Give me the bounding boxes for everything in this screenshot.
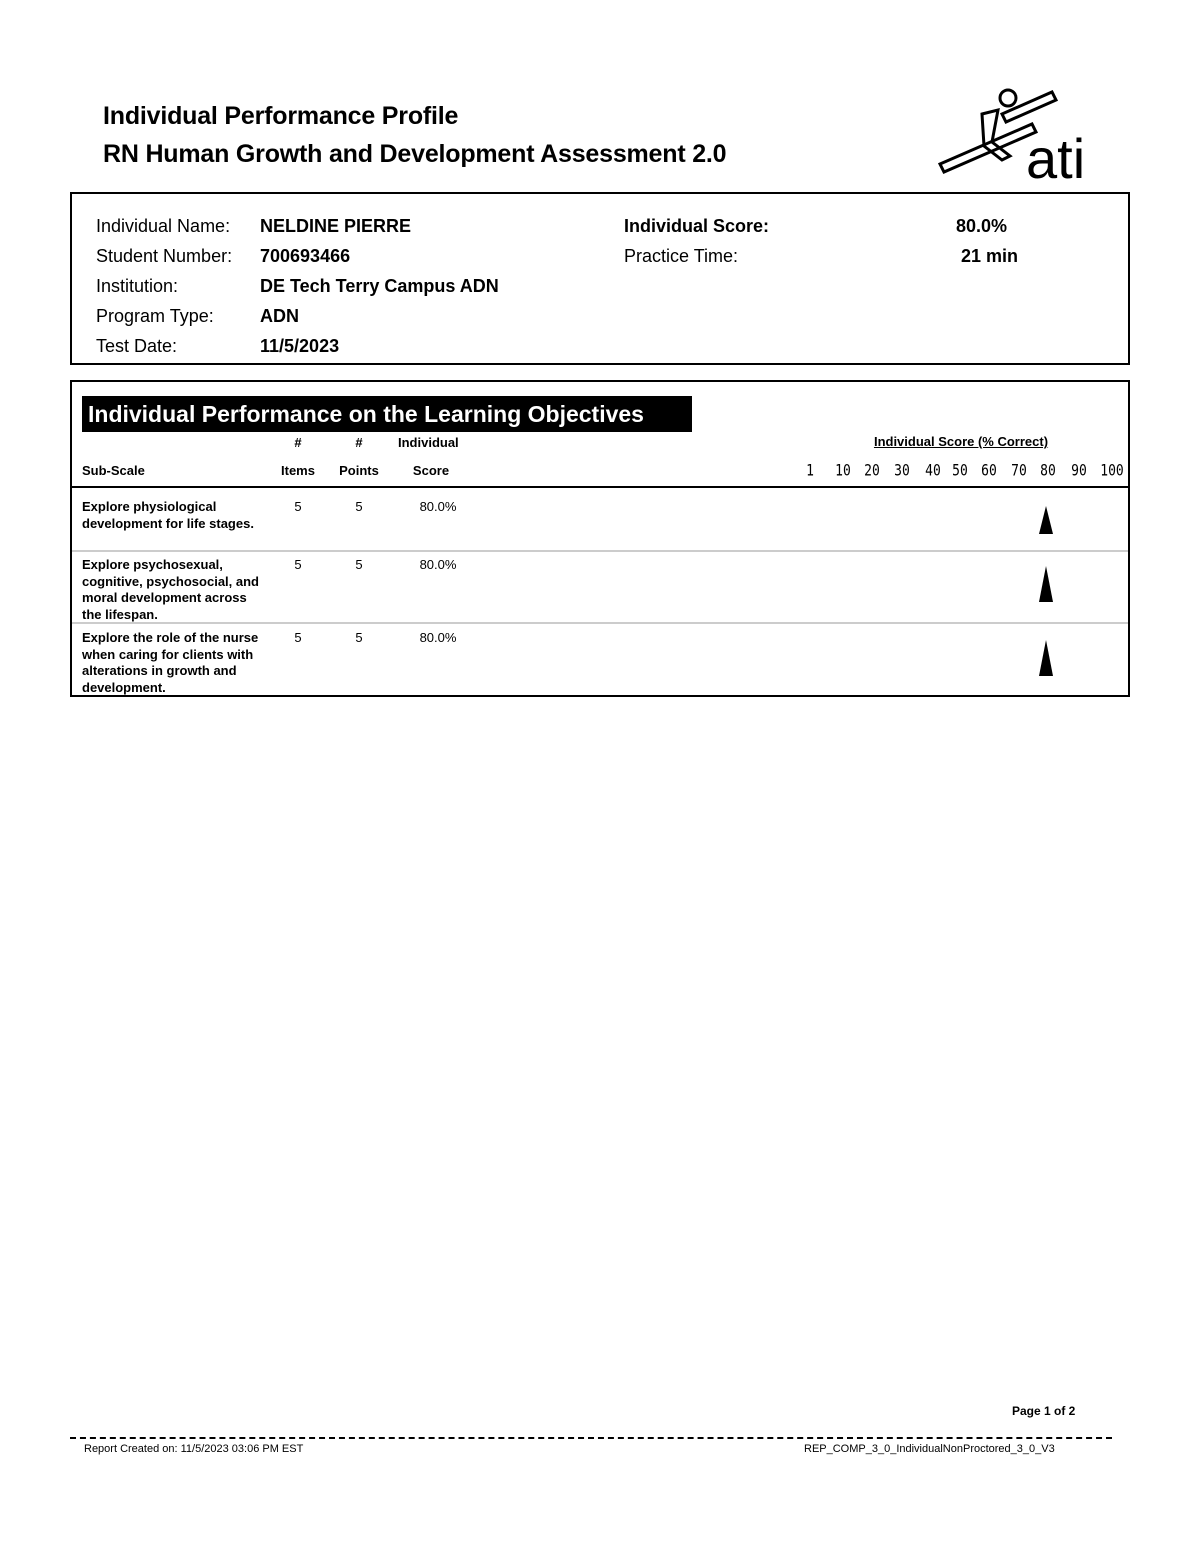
score-marker-row-1 xyxy=(1038,506,1054,534)
row-3-score: 80.0% xyxy=(419,630,457,645)
scale-tick-50: 50 xyxy=(952,462,968,481)
row-divider xyxy=(72,550,1128,552)
report-id: REP_COMP_3_0_IndividualNonProctored_3_0_V3 xyxy=(804,1443,1055,1455)
scale-tick-20: 20 xyxy=(864,462,880,481)
header-rule xyxy=(72,486,1128,488)
row-1-score: 80.0% xyxy=(419,499,457,514)
practice-time: 21 min xyxy=(961,246,1019,266)
scale-tick-80: 80 xyxy=(1040,462,1056,481)
scale-tick-60: 60 xyxy=(981,462,997,481)
row-2-points: 5 xyxy=(355,557,363,572)
subscale-row-3-label: Explore the role of the nurse when caring for clients with alterations in growth and development. xyxy=(82,630,259,695)
row-divider xyxy=(72,622,1128,624)
student-name: NELDINE PIERRE xyxy=(260,216,412,236)
items-header: Items xyxy=(281,463,315,478)
program-type: ADN xyxy=(260,306,299,326)
student-number-label: Student Number: xyxy=(96,246,233,266)
scale-tick-70: 70 xyxy=(1011,462,1027,481)
institution-label: Institution: xyxy=(96,276,179,296)
name-label: Individual Name: xyxy=(96,216,231,236)
row-2-items: 5 xyxy=(294,557,302,572)
test-date: 11/5/2023 xyxy=(260,336,340,356)
scale-tick-1: 1 xyxy=(806,462,814,481)
row-2-score: 80.0% xyxy=(419,557,457,572)
score-marker-row-2 xyxy=(1038,566,1054,602)
report-title: Individual Performance Profile xyxy=(103,102,459,130)
score-marker-row-3 xyxy=(1038,640,1054,676)
scale-title: Individual Score (% Correct) xyxy=(873,434,1049,449)
assessment-title: RN Human Growth and Development Assessment 2.0 xyxy=(103,140,727,168)
section-title: Individual Performance on the Learning Objectives xyxy=(82,396,692,432)
subscale-header: Sub-Scale xyxy=(82,463,145,478)
student-info-panel xyxy=(70,192,1130,365)
scale-tick-30: 30 xyxy=(894,462,910,481)
row-1-points: 5 xyxy=(355,499,363,514)
ati-logo xyxy=(932,84,1112,184)
scale-tick-10: 10 xyxy=(835,462,851,481)
test-date-label: Test Date: xyxy=(96,336,178,356)
scale-tick-40: 40 xyxy=(925,462,941,481)
row-1-items: 5 xyxy=(294,499,302,514)
points-header-top: # xyxy=(355,435,363,450)
scale-tick-100: 100 xyxy=(1100,462,1124,481)
page-number: Page 1 of 2 xyxy=(1012,1404,1076,1418)
learning-objectives-panel xyxy=(70,380,1130,697)
subscale-row-2-label: Explore psychosexual, cognitive, psychosocial, and moral development across the lifespan. xyxy=(82,557,259,622)
individual-score: 80.0% xyxy=(956,216,1008,236)
score-header-top: Individual xyxy=(398,435,459,450)
report-created: Report Created on: 11/5/2023 03:06 PM EST xyxy=(84,1443,304,1455)
subscale-row-1-label: Explore physiological development for life stages. xyxy=(82,499,254,531)
program-type-label: Program Type: xyxy=(96,306,214,326)
points-header: Points xyxy=(339,463,379,478)
scale-tick-90: 90 xyxy=(1071,462,1087,481)
items-header-top: # xyxy=(294,435,302,450)
score-header: Score xyxy=(412,463,450,478)
ati-logo-text: ati xyxy=(1026,127,1086,184)
row-3-items: 5 xyxy=(294,630,302,645)
individual-score-label: Individual Score: xyxy=(624,216,770,236)
student-number: 700693466 xyxy=(260,246,351,266)
practice-time-label: Practice Time: xyxy=(624,246,739,266)
footer-rule xyxy=(70,1437,1112,1439)
institution: DE Tech Terry Campus ADN xyxy=(260,276,499,296)
row-3-points: 5 xyxy=(355,630,363,645)
